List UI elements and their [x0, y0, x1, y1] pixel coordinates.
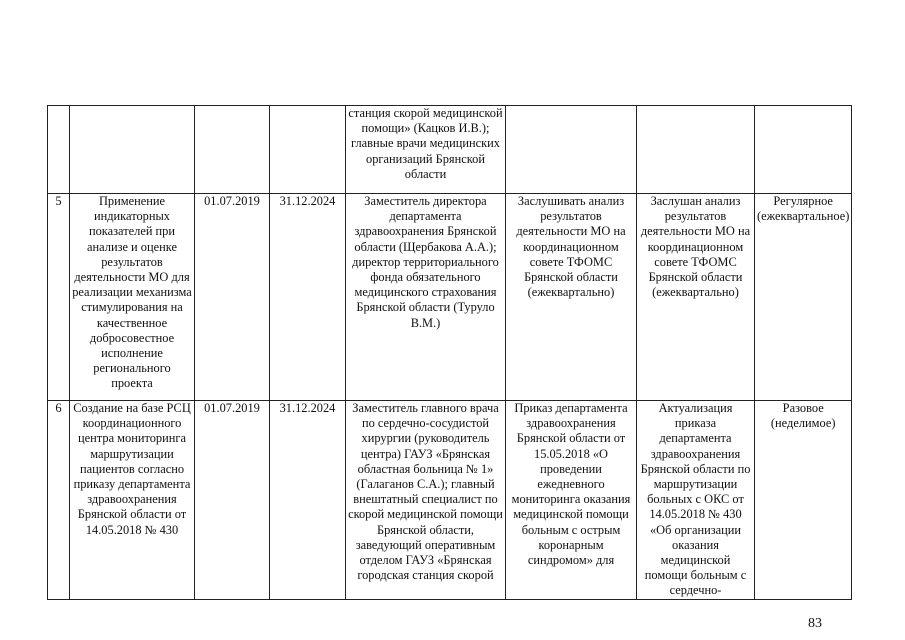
type-cell: Регулярное (ежеквартальное): [755, 194, 852, 401]
responsible-cell: Заместитель главного врача по сердечно-сосудистой хирургии (руководитель центра) ГАУЗ «Брянская областная больница № 1» (Галаганов С.А.); главный внештатный специалист по скорой медицинской помощи Брянской области, заведующий оперативным отделом ГАУЗ «Брянская городская станция скорой: [346, 401, 506, 600]
type-cell: [755, 106, 852, 194]
start-date-cell: [195, 106, 270, 194]
responsible-cell: Заместитель директора департамента здравоохранения Брянской области (Щербакова А.А.); директор территориального фонда обязательного медицинского страхования Брянской области (Туруло В.М.): [346, 194, 506, 401]
end-date-cell: [270, 106, 346, 194]
table-row: [48, 106, 852, 194]
start-date-cell: 01.07.2019: [195, 194, 270, 401]
row-number: 5: [48, 194, 70, 401]
responsible-cell: станция скорой медицинской помощи» (Кацков И.В.); главные врачи медицинских организаций Брянской области: [346, 106, 506, 194]
type-cell: Разовое (неделимое): [755, 401, 852, 600]
end-date-cell: 31.12.2024: [270, 401, 346, 600]
start-date-cell: 01.07.2019: [195, 401, 270, 600]
activity-cell: Создание на базе РСЦ координационного центра мониторинга маршрутизации пациентов согласно приказу департамента здравоохранения Брянской области от 14.05.2018 № 430: [70, 401, 195, 600]
result-cell: Приказ департамента здравоохранения Брянской области от 15.05.2018 «О проведении ежедневного мониторинга оказания медицинской помощи больным с острым коронарным синдромом» для: [506, 401, 637, 600]
control-cell: [637, 106, 755, 194]
control-cell: Актуализация приказа департамента здравоохранения Брянской области по маршрутизации больных с ОКС от 14.05.2018 № 430 «Об организации оказания медицинской помощи больным с сердечно-: [637, 401, 755, 600]
result-cell: Заслушивать анализ результатов деятельности МО на координационном совете ТФОМС Брянской области (ежеквартально): [506, 194, 637, 401]
end-date-cell: 31.12.2024: [270, 194, 346, 401]
result-cell: [506, 106, 637, 194]
control-cell: Заслушан анализ результатов деятельности МО на координационном совете ТФОМС Брянской области (ежеквартально): [637, 194, 755, 401]
page-number: 83: [808, 616, 822, 631]
row-number: 6: [48, 401, 70, 600]
activity-cell: [70, 106, 195, 194]
plan-table: [47, 105, 852, 600]
row-number: [48, 106, 70, 194]
activity-cell: Применение индикаторных показателей при анализе и оценке результатов деятельности МО для реализации механизма стимулирования на качественное добросовестное исполнение регионального проекта: [70, 194, 195, 401]
table-row: [48, 194, 852, 401]
table-row: [48, 401, 852, 600]
